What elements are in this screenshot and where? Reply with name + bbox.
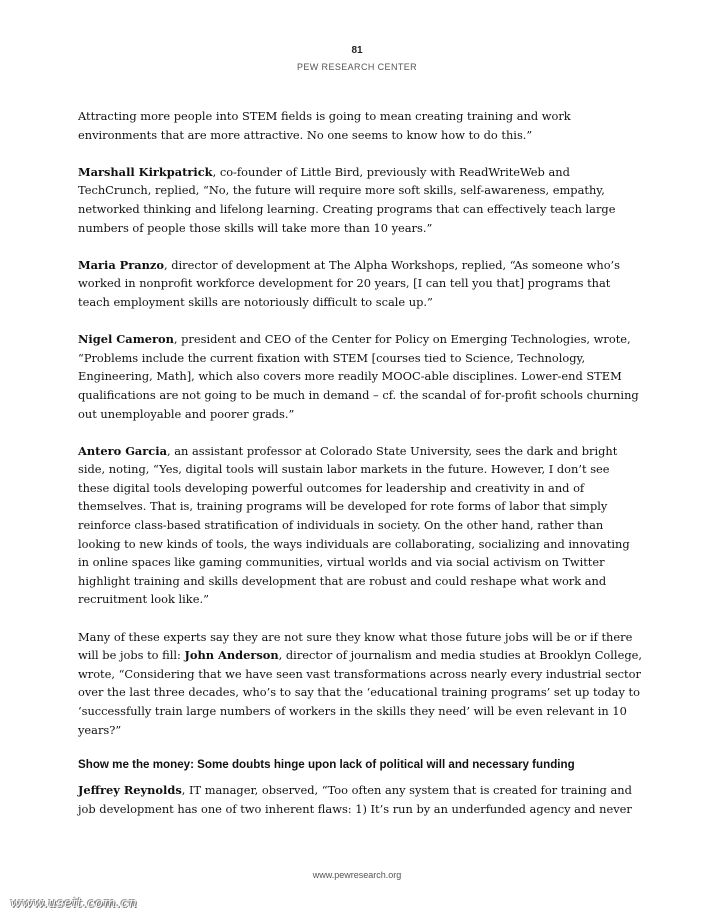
paragraph-text: , director of development at The Alpha Workshops, replied, “As someone who’s worked in nonprofit workforce development for 20 years, [I can tell you that] programs that teach employment skills are notoriously difficult to scale up.” [78, 257, 621, 309]
organization-name: PEW RESEARCH CENTER [296, 62, 418, 72]
speaker-name: Jeffrey Reynolds [78, 783, 182, 798]
speaker-name: Maria Pranzo [78, 257, 164, 272]
paragraph-cameron [78, 330, 643, 423]
paragraph-text: , an assistant professor at Colorado State University, sees the dark and bright side, noting, “Yes, digital tools will sustain labor markets in the future. However, I don’t see these digital tools developing powerful outcomes for leadership and creativity in and of themselves. That is, training programs will be developed for rote forms of labor that simply reinforce class-based stratification of individuals in society. On the other hand, rather than looking to new kinds of tools, the ways individuals are collaborating, socializing and innovating in online spaces like gaming communities, virtual worlds and via social activism on Twitter highlight training and skills development that are robust and could reshape what work and recruitment look like.” [78, 443, 630, 607]
speaker-name: Marshall Kirkpatrick [78, 164, 213, 179]
footer-url: www.pewresearch.org [312, 870, 402, 880]
paragraph-intro-continuation [78, 107, 643, 144]
paragraph-text: , president and CEO of the Center for Policy on Emerging Technologies, wrote, “Problems include the current fixation with STEM [courses tied to Science, Technology, Engineering, Math], which also covers more readily MOOC-able disciplines. Lower-end STEM qualifications are not going to be much in demand – cf. the scandal of for-profit schools churning out unemployable and poorer grads.” [78, 332, 639, 421]
speaker-name: Antero Garcia [78, 443, 167, 458]
paragraph-text: , director of journalism and media studies at Brooklyn College, wrote, “Considering that we have seen vast transformations across nearly every industrial sector over the last three decades, who’s to say that the ‘educational training programs’ set up today to ‘successfully train large numbers of workers in the skills they need’ will be even relevant in 10 years?” [78, 648, 642, 737]
paragraph-pranzo [78, 256, 643, 312]
paragraph-text: Many of these experts say they are not sure they know what those future jobs will be or if there will be jobs to fill: [78, 629, 633, 663]
paragraph-text: , IT manager, observed, “Too often any system that is created for training and job development has one of two inherent flaws: 1) It’s run by an underfunded agency and never [78, 783, 632, 816]
paragraph-garcia [78, 442, 643, 609]
speaker-name: John Anderson [184, 648, 279, 663]
page-number: 81 [351, 45, 363, 56]
paragraph-reynolds [78, 781, 643, 818]
paragraph-anderson [78, 628, 643, 740]
speaker-name: Nigel Cameron [78, 332, 174, 347]
page-header [0, 44, 714, 74]
body-text [78, 107, 643, 837]
paragraph-text: , co-founder of Little Bird, previously with ReadWriteWeb and TechCrunch, replied, “No, the future will require more soft skills, self-awareness, empathy, networked thinking and lifelong learning. Creating programs that can effectively teach large numbers of people those skills will take more than 10 years.” [78, 164, 616, 235]
paragraph-kirkpatrick [78, 163, 643, 237]
paragraph-text: Attracting more people into STEM fields is going to mean creating training and work environments that are more attractive. No one seems to know how to do this.” [78, 109, 571, 142]
watermark: www.useit.com.cn [10, 896, 138, 911]
section-heading: Show me the money: Some doubts hinge upon lack of political will and necessary funding [78, 757, 575, 771]
